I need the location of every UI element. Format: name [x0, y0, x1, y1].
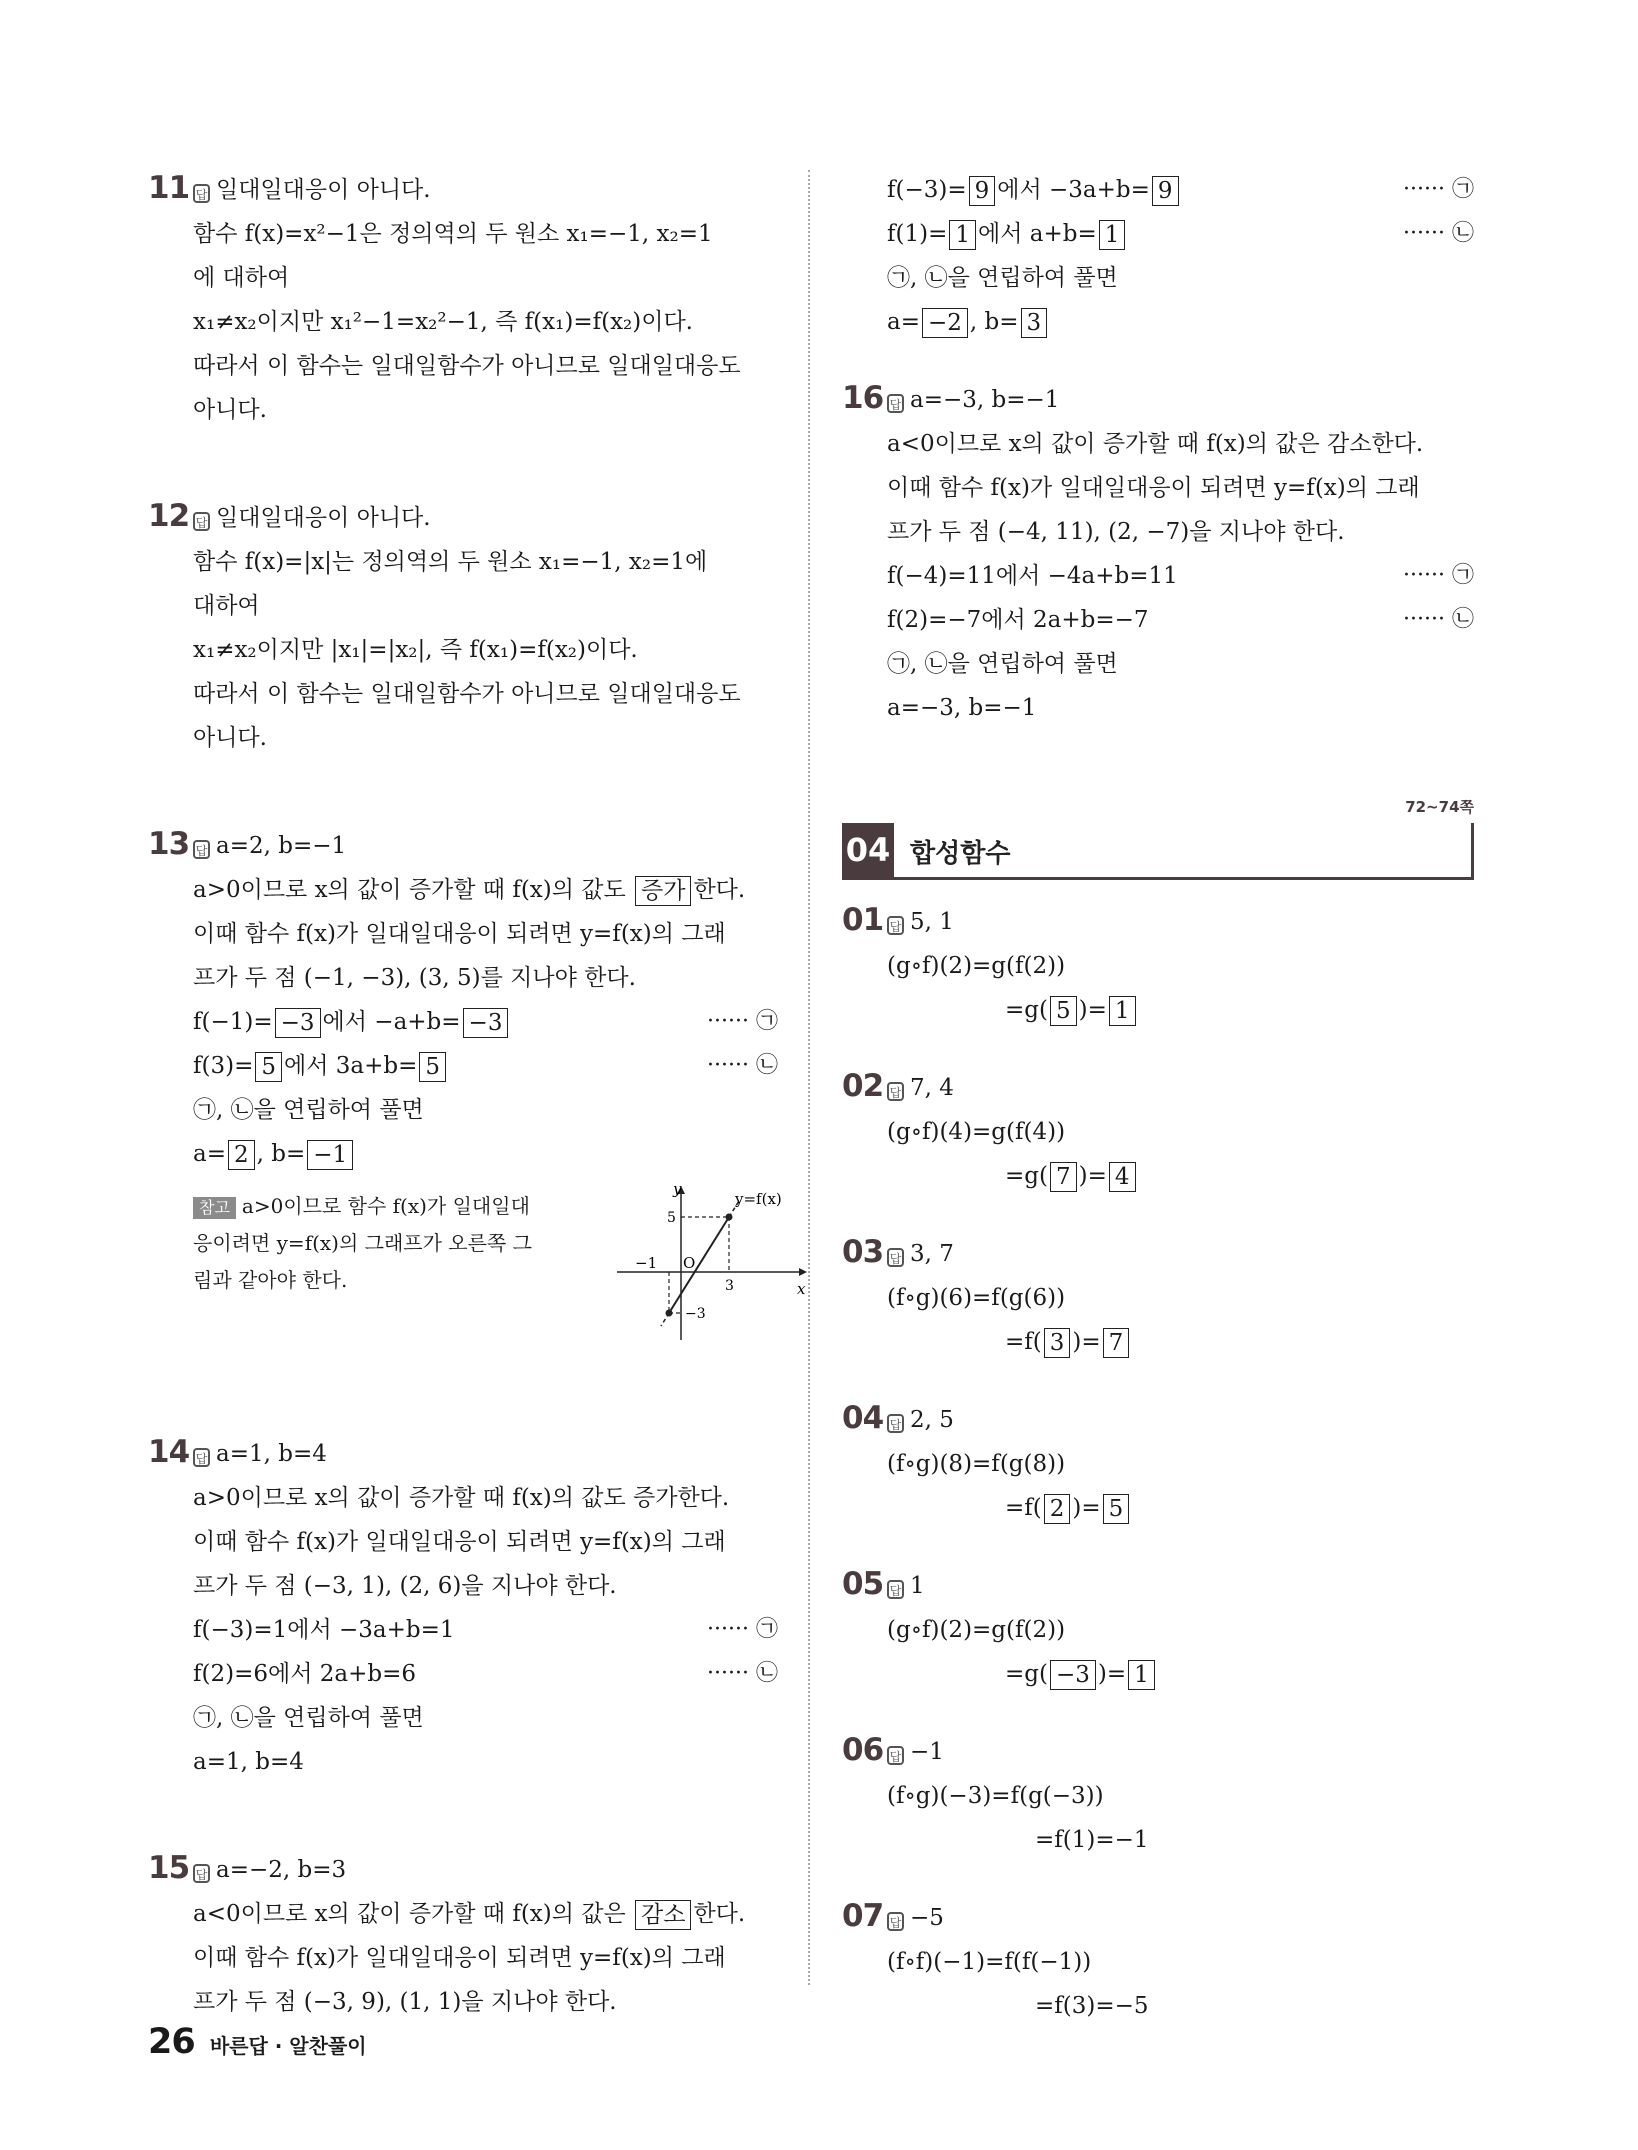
solution-line: (f∘g)(−3)=f(g(−3)) — [887, 1783, 1104, 1809]
function-line — [669, 1217, 729, 1313]
solution-line: f(2)=−7에서 2a+b=−7 ······ ㉡ — [887, 598, 1474, 642]
solution-line: ㉠, ㉡을 연립하여 풀면 — [193, 1097, 424, 1123]
answer-text: 일대일대응이 아니다. — [216, 505, 431, 531]
answer-icon: 답 — [887, 1746, 904, 1765]
blank-box: 5 — [419, 1052, 446, 1082]
blank-box: 3 — [1044, 1328, 1071, 1358]
column-divider — [808, 170, 810, 1985]
tick-label: −1 — [635, 1254, 658, 1272]
solution-line: ㉠, ㉡을 연립하여 풀면 — [887, 265, 1118, 291]
problem-number: 06 — [842, 1732, 884, 1768]
answer-icon: 답 — [887, 1248, 904, 1267]
equation-marker: ······ ㉠ — [707, 1009, 778, 1034]
problem-number: 14 — [148, 1434, 190, 1470]
solution-line: 프가 두 점 (−3, 1), (2, 6)을 지나야 한다. — [193, 1573, 617, 1599]
problem-s07 — [842, 1896, 1474, 2028]
answer-icon: 답 — [887, 1414, 904, 1433]
problem-12 — [148, 496, 778, 760]
answer-text: −5 — [910, 1905, 944, 1931]
equation-marker: ······ ㉠ — [707, 1617, 778, 1642]
solution-line: f(1)= 1 에서 a+b= 1 ······ ㉡ — [887, 212, 1474, 256]
problem-number: 13 — [148, 826, 190, 862]
solution-line: 이때 함수 f(x)가 일대일대응이 되려면 y=f(x)의 그래 — [887, 475, 1420, 501]
solution-line: 이때 함수 f(x)가 일대일대응이 되려면 y=f(x)의 그래 — [193, 921, 726, 947]
blank-box: 5 — [1050, 996, 1077, 1026]
answer-icon: 답 — [887, 916, 904, 935]
solution-line: 따라서 이 함수는 일대일함수가 아니므로 일대일대응도 — [193, 353, 741, 379]
solution-line: 따라서 이 함수는 일대일함수가 아니므로 일대일대응도 — [193, 681, 741, 707]
solution-line: (g∘f)(2)=g(f(2)) — [887, 1617, 1066, 1643]
solution-line: =g( 7 )= 4 — [887, 1154, 1474, 1198]
solution-line: (g∘f)(2)=g(f(2)) — [887, 953, 1066, 979]
section-number: 04 — [842, 823, 894, 877]
right-column — [842, 168, 1474, 2028]
reference-note — [193, 1182, 806, 1352]
answer-icon: 답 — [193, 184, 210, 203]
answer-text: a=−2, b=3 — [216, 1857, 347, 1883]
point — [726, 1214, 733, 1221]
problem-s06 — [842, 1730, 1474, 1862]
solution-line: a= 2 , b= −1 — [193, 1132, 778, 1176]
equation-marker: ······ ㉡ — [707, 1053, 778, 1078]
solution-line: x₁≠x₂이지만 x₁²−1=x₂²−1, 즉 f(x₁)=f(x₂)이다. — [193, 309, 693, 335]
blank-box: 9 — [969, 176, 996, 206]
solution-line: =f(1)=−1 — [1035, 1827, 1149, 1853]
solution-line: (g∘f)(4)=g(f(4)) — [887, 1119, 1066, 1145]
page-footer — [148, 2022, 367, 2062]
solution-line: 프가 두 점 (−1, −3), (3, 5)를 지나야 한다. — [193, 965, 636, 991]
solution-line: f(2)=6에서 2a+b=6 ······ ㉡ — [193, 1652, 778, 1696]
blank-box: 2 — [1044, 1494, 1071, 1524]
solution-line: a<0이므로 x의 값이 증가할 때 f(x)의 값은 감소한다. — [887, 431, 1424, 457]
answer-line — [887, 1066, 1474, 1110]
blank-box: 7 — [1050, 1162, 1077, 1192]
blank-box: −1 — [307, 1140, 353, 1170]
curve-label: y=f(x) — [735, 1190, 782, 1208]
section-title: 합성함수 — [910, 839, 1011, 869]
answer-line — [193, 496, 778, 540]
linear-function-graph — [611, 1182, 811, 1352]
solution-line: 대하여 — [193, 593, 260, 619]
problem-15-continued — [842, 168, 1474, 344]
blank-box: 9 — [1152, 176, 1179, 206]
blank-box: 2 — [228, 1140, 255, 1170]
blank-box: 1 — [949, 220, 976, 250]
solution-line: 함수 f(x)=x²−1은 정의역의 두 원소 x₁=−1, x₂=1 — [193, 221, 713, 247]
answer-text: 2, 5 — [910, 1407, 954, 1433]
problem-number: 07 — [842, 1898, 884, 1934]
answer-icon: 답 — [193, 1864, 210, 1883]
answer-line — [887, 1398, 1474, 1442]
answer-line — [193, 1432, 778, 1476]
solution-line: a=1, b=4 — [193, 1749, 304, 1775]
solution-line: f(−3)=1에서 −3a+b=1 ······ ㉠ — [193, 1608, 778, 1652]
problem-number: 02 — [842, 1068, 884, 1104]
note-line: 응이려면 y=f(x)의 그래프가 오른쪽 그 — [193, 1231, 532, 1255]
solution-line: a>0이므로 x의 값이 증가할 때 f(x)의 값도 증가 한다. — [193, 877, 746, 904]
solution-line: 에 대하여 — [193, 265, 290, 291]
solution-line: ㉠, ㉡을 연립하여 풀면 — [193, 1705, 424, 1731]
x-axis-label: x — [797, 1280, 806, 1298]
problem-number: 11 — [148, 170, 190, 206]
answer-icon: 답 — [193, 840, 210, 859]
solution-line: a<0이므로 x의 값이 증가할 때 f(x)의 값은 감소 한다. — [193, 1901, 746, 1928]
solution-line: 이때 함수 f(x)가 일대일대응이 되려면 y=f(x)의 그래 — [193, 1945, 726, 1971]
note-tag: 참고 — [193, 1197, 236, 1219]
solution-line: 아니다. — [193, 397, 267, 423]
tick-label: 3 — [725, 1278, 734, 1294]
blank-box: −3 — [1050, 1660, 1096, 1690]
blank-box: 증가 — [635, 876, 691, 906]
problem-s05 — [842, 1564, 1474, 1696]
answer-icon: 답 — [887, 1580, 904, 1599]
solution-line: f(−1)= −3 에서 −a+b= −3 ······ ㉠ — [193, 1000, 778, 1044]
blank-box: 5 — [1103, 1494, 1130, 1524]
note-line: 림과 같아야 한다. — [193, 1268, 348, 1292]
solution-line: f(−4)=11에서 −4a+b=11 ······ ㉠ — [887, 554, 1474, 598]
problem-number: 12 — [148, 498, 190, 534]
solution-line: 프가 두 점 (−3, 9), (1, 1)을 지나야 한다. — [193, 1989, 617, 2015]
answer-icon: 답 — [887, 394, 904, 413]
answer-line — [887, 378, 1474, 422]
answer-line — [887, 1232, 1474, 1276]
solution-line: =f( 2 )= 5 — [887, 1486, 1474, 1530]
problem-s03 — [842, 1232, 1474, 1364]
solution-line: ㉠, ㉡을 연립하여 풀면 — [887, 651, 1118, 677]
y-axis-label: y — [673, 1182, 682, 1198]
problem-number: 03 — [842, 1234, 884, 1270]
problem-s04 — [842, 1398, 1474, 1530]
solution-line: (f∘g)(6)=f(g(6)) — [887, 1285, 1066, 1311]
answer-text: 7, 4 — [910, 1075, 954, 1101]
answer-line — [193, 824, 778, 868]
equation-marker: ······ ㉠ — [1403, 563, 1474, 588]
solution-line: (f∘f)(−1)=f(f(−1)) — [887, 1949, 1092, 1975]
solution-line: 이때 함수 f(x)가 일대일대응이 되려면 y=f(x)의 그래 — [193, 1529, 726, 1555]
answer-line — [887, 1896, 1474, 1940]
x-axis-arrow — [799, 1268, 807, 1276]
answer-line — [193, 1848, 778, 1892]
answer-text: 3, 7 — [910, 1241, 954, 1267]
problem-16 — [842, 378, 1474, 730]
solution-line: x₁≠x₂이지만 |x₁|=|x₂|, 즉 f(x₁)=f(x₂)이다. — [193, 637, 638, 663]
answer-text: 5, 1 — [910, 909, 954, 935]
solution-line: =f( 3 )= 7 — [887, 1320, 1474, 1364]
problem-15 — [148, 1848, 778, 2024]
solution-line: a>0이므로 x의 값이 증가할 때 f(x)의 값도 증가한다. — [193, 1485, 730, 1511]
blank-box: −3 — [463, 1008, 509, 1038]
note-line: a>0이므로 함수 f(x)가 일대일대 — [241, 1194, 530, 1218]
solution-line: f(−3)= 9 에서 −3a+b= 9 ······ ㉠ — [887, 168, 1474, 212]
solution-line: 아니다. — [193, 725, 267, 751]
blank-box: 1 — [1109, 996, 1136, 1026]
answer-text: a=1, b=4 — [216, 1441, 327, 1467]
answer-icon: 답 — [887, 1082, 904, 1101]
equation-marker: ······ ㉡ — [1403, 607, 1474, 632]
page-number: 26 — [148, 2022, 195, 2062]
answer-line — [887, 1564, 1474, 1608]
blank-box: 1 — [1099, 220, 1126, 250]
problem-11 — [148, 168, 778, 432]
solution-line: 프가 두 점 (−4, 11), (2, −7)을 지나야 한다. — [887, 519, 1345, 545]
section-header — [842, 823, 1474, 880]
blank-box: 4 — [1109, 1162, 1136, 1192]
problem-13 — [148, 824, 806, 1352]
book-title: 바른답 · 알찬풀이 — [209, 2034, 367, 2058]
answer-text: 1 — [910, 1573, 925, 1599]
blank-box: 1 — [1128, 1660, 1155, 1690]
solution-line: =g( −3 )= 1 — [887, 1652, 1474, 1696]
blank-box: −2 — [922, 308, 968, 338]
problem-number: 05 — [842, 1566, 884, 1602]
tick-label: −3 — [685, 1306, 706, 1322]
problem-number: 01 — [842, 902, 884, 938]
problem-14 — [148, 1432, 778, 1784]
answer-line — [887, 900, 1474, 944]
tick-label: 5 — [667, 1210, 676, 1226]
answer-text: a=2, b=−1 — [216, 833, 347, 859]
answer-text: 일대일대응이 아니다. — [216, 177, 431, 203]
answer-line — [193, 168, 778, 212]
left-column — [148, 168, 806, 2024]
problem-number: 16 — [842, 380, 884, 416]
solution-line: (f∘g)(8)=f(g(8)) — [887, 1451, 1066, 1477]
blank-box: 3 — [1021, 308, 1048, 338]
solution-line: a= −2 , b= 3 — [887, 300, 1474, 344]
problem-s02 — [842, 1066, 1474, 1198]
blank-box: −3 — [275, 1008, 321, 1038]
answer-text: −1 — [910, 1739, 944, 1765]
equation-marker: ······ ㉡ — [1403, 221, 1474, 246]
answer-icon: 답 — [193, 1448, 210, 1467]
answer-icon: 답 — [193, 512, 210, 531]
origin-label: O — [683, 1254, 696, 1272]
answer-icon: 답 — [887, 1912, 904, 1931]
solution-line: a=−3, b=−1 — [887, 695, 1037, 721]
blank-box: 감소 — [635, 1900, 691, 1930]
blank-box: 7 — [1103, 1328, 1130, 1358]
problem-number: 04 — [842, 1400, 884, 1436]
equation-marker: ······ ㉡ — [707, 1661, 778, 1686]
page-range: 72~74쪽 — [1405, 798, 1474, 816]
equation-marker: ······ ㉠ — [1403, 177, 1474, 202]
blank-box: 5 — [255, 1052, 282, 1082]
solution-line: 함수 f(x)=|x|는 정의역의 두 원소 x₁=−1, x₂=1에 — [193, 549, 708, 575]
answer-line — [887, 1730, 1474, 1774]
solution-line: =f(3)=−5 — [1035, 1993, 1149, 2019]
point — [666, 1310, 673, 1317]
solution-line: f(3)= 5 에서 3a+b= 5 ······ ㉡ — [193, 1044, 778, 1088]
answer-text: a=−3, b=−1 — [910, 387, 1060, 413]
solution-line: =g( 5 )= 1 — [887, 988, 1474, 1032]
problem-s01 — [842, 900, 1474, 1032]
problem-number: 15 — [148, 1850, 190, 1886]
